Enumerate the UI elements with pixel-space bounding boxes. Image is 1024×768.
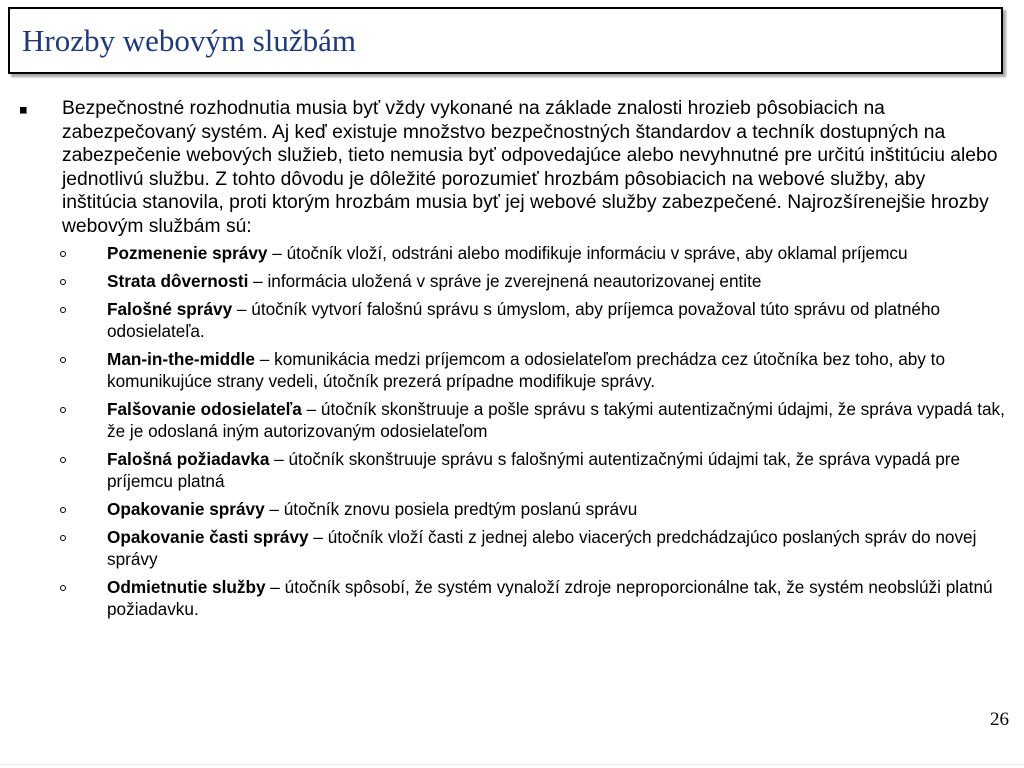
list-item (20, 242, 1005, 264)
circle-bullet-icon (60, 279, 66, 285)
circle-bullet-icon (60, 507, 66, 513)
list-item (20, 498, 1005, 520)
circle-bullet-icon (60, 407, 66, 413)
threat-description: – informácia uložená v správe je zverejnená neautorizovanej entite (248, 271, 762, 291)
threat-description: – útočník vloží, odstráni alebo modifikuje informáciu v správe, aby oklamal príjemcu (267, 243, 908, 263)
circle-bullet-icon (60, 251, 66, 257)
intro-text: Bezpečnostné rozhodnutia musia byť vždy vykonané na základe znalosti hrozieb pôsobiacich na zabezpečovaný systém. Aj keď existuje množstvo bezpečnostných štandardov a techník dostupných na zabezpečenie webových služieb, tieto nemusia byť odpovedajúce alebo nevyhnutné pre určitú inštitúciu alebo jednotlivú službu. Z tohto dôvodu je dôležité porozumieť hrozbám pôsobiacich na webové služby, aby inštitúcia stanovila, proti ktorým hrozbám musia byť jej webové služby zabezpečené. Najrozšírenejšie hrozby webovým službám sú: (62, 98, 998, 237)
list-item (20, 526, 1005, 570)
threat-term: Falošná požiadavka (107, 449, 270, 469)
list-item (20, 348, 1005, 392)
bottom-divider (0, 764, 1024, 765)
threat-term: Man-in-the-middle (107, 349, 255, 369)
threat-term: Strata dôvernosti (107, 271, 249, 291)
threat-term: Falšovanie odosielateľa (107, 399, 302, 419)
main-bullet (20, 97, 1005, 238)
circle-bullet-icon (60, 357, 66, 363)
threat-term: Falošné správy (107, 299, 233, 319)
threat-description: – útočník vytvorí falošnú správu s úmyslom, aby príjemca považoval túto správu od platného odosielateľa. (107, 299, 941, 341)
threat-list (20, 242, 1005, 620)
circle-bullet-icon (60, 457, 66, 463)
list-item (20, 398, 1005, 442)
threat-description: – útočník spôsobí, že systém vynaloží zdroje neproporcionálne tak, že systém neobslúži platnú požiadavku. (107, 577, 993, 619)
circle-bullet-icon (60, 535, 66, 541)
threat-description: – útočník skonštruuje a pošle správu s takými autentizačnými údajmi, že správa vypadá tak, že je odoslaná iným autorizovaným odosielateľom (107, 399, 1005, 441)
threat-description: – útočník skonštruuje správu s falošnými autentizačnými údajmi tak, že správa vypadá pre príjemcu platná (107, 449, 961, 491)
circle-bullet-icon (60, 585, 66, 591)
threat-description: – útočník vloží časti z jednej alebo viacerých predchádzajúco poslaných správ do novej správy (107, 527, 977, 569)
slide-content (20, 97, 1005, 626)
square-bullet-icon (20, 107, 27, 114)
list-item (20, 298, 1005, 342)
list-item (20, 448, 1005, 492)
threat-term: Opakovanie časti správy (107, 527, 309, 547)
threat-description: – útočník znovu posiela predtým poslanú správu (264, 499, 638, 519)
page-number: 26 (990, 709, 1009, 730)
list-item (20, 270, 1005, 292)
title-box (8, 7, 1003, 74)
threat-description: – komunikácia medzi príjemcom a odosielateľom prechádza cez útočníka bez toho, aby to komunikujúce strany vedeli, útočník prezerá prípadne modifikuje správy. (107, 349, 946, 391)
threat-term: Opakovanie správy (107, 499, 265, 519)
slide-title: Hrozby webovým službám (22, 23, 357, 58)
threat-term: Pozmenenie správy (107, 243, 268, 263)
threat-term: Odmietnutie služby (107, 577, 266, 597)
circle-bullet-icon (60, 307, 66, 313)
list-item (20, 576, 1005, 620)
